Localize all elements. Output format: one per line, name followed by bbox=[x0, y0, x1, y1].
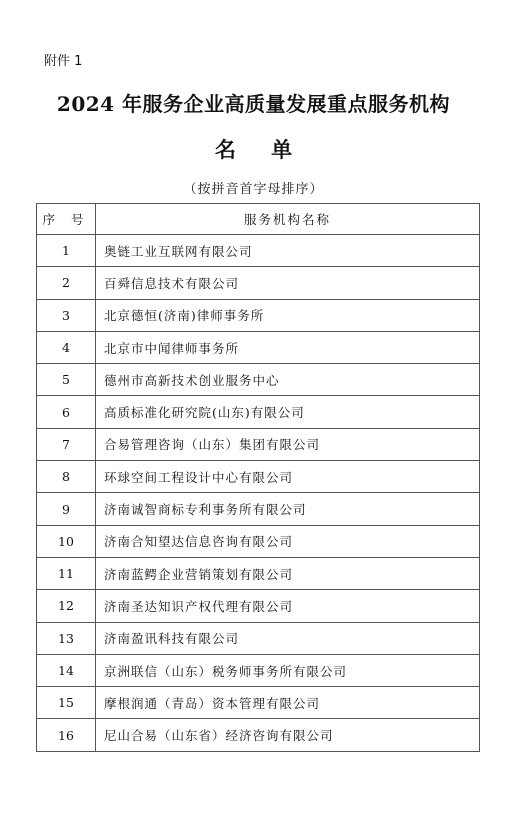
row-number: 10 bbox=[37, 525, 96, 557]
table-row bbox=[37, 461, 480, 493]
institution-name: 高质标准化研究院(山东)有限公司 bbox=[96, 396, 480, 428]
row-number: 9 bbox=[37, 493, 96, 525]
row-number: 14 bbox=[37, 654, 96, 686]
row-number: 12 bbox=[37, 590, 96, 622]
institution-name: 百舜信息技术有限公司 bbox=[96, 267, 480, 299]
table-row bbox=[37, 364, 480, 396]
institution-name: 合易管理咨询（山东）集团有限公司 bbox=[96, 428, 480, 460]
institution-table bbox=[36, 203, 480, 752]
document-subtitle: 名 单 bbox=[214, 137, 307, 162]
row-number: 2 bbox=[37, 267, 96, 299]
row-number: 11 bbox=[37, 557, 96, 589]
table-row bbox=[37, 525, 480, 557]
table-row bbox=[37, 493, 480, 525]
institution-name: 环球空间工程设计中心有限公司 bbox=[96, 461, 480, 493]
table-row bbox=[37, 590, 480, 622]
institution-name: 德州市高新技术创业服务中心 bbox=[96, 364, 480, 396]
sort-note: （按拼音首字母排序） bbox=[183, 182, 324, 197]
row-number: 6 bbox=[37, 396, 96, 428]
column-header-number: 序 号 bbox=[37, 204, 96, 235]
row-number: 7 bbox=[37, 428, 96, 460]
institution-name: 北京德恒(济南)律师事务所 bbox=[96, 299, 480, 331]
row-number: 4 bbox=[37, 331, 96, 363]
institution-name: 北京市中闻律师事务所 bbox=[96, 331, 480, 363]
document-title: 2024 年服务企业高质量发展重点服务机构 bbox=[56, 92, 451, 116]
row-number: 13 bbox=[37, 622, 96, 654]
column-header-name: 服务机构名称 bbox=[96, 204, 480, 235]
table-row bbox=[37, 557, 480, 589]
table-row bbox=[37, 267, 480, 299]
institution-name: 京洲联信（山东）税务师事务所有限公司 bbox=[96, 654, 480, 686]
row-number: 5 bbox=[37, 364, 96, 396]
table-row bbox=[37, 428, 480, 460]
table-row bbox=[37, 622, 480, 654]
table-header-row bbox=[37, 204, 480, 235]
institution-name: 摩根润通（青岛）资本管理有限公司 bbox=[96, 687, 480, 719]
institution-name: 济南圣达知识产权代理有限公司 bbox=[96, 590, 480, 622]
institution-name: 济南合知望达信息咨询有限公司 bbox=[96, 525, 480, 557]
institution-name: 尼山合易（山东省）经济咨询有限公司 bbox=[96, 719, 480, 751]
row-number: 15 bbox=[37, 687, 96, 719]
table-row bbox=[37, 299, 480, 331]
table-row bbox=[37, 396, 480, 428]
table-row bbox=[37, 687, 480, 719]
row-number: 1 bbox=[37, 235, 96, 267]
table-row bbox=[37, 331, 480, 363]
institution-name: 济南诚智商标专利事务所有限公司 bbox=[96, 493, 480, 525]
attachment-label: 附件 1 bbox=[44, 54, 83, 69]
table-row bbox=[37, 654, 480, 686]
row-number: 3 bbox=[37, 299, 96, 331]
row-number: 16 bbox=[37, 719, 96, 751]
table-row bbox=[37, 235, 480, 267]
institution-name: 奥链工业互联网有限公司 bbox=[96, 235, 480, 267]
table-row bbox=[37, 719, 480, 751]
institution-name: 济南盈讯科技有限公司 bbox=[96, 622, 480, 654]
row-number: 8 bbox=[37, 461, 96, 493]
institution-name: 济南蓝鳄企业营销策划有限公司 bbox=[96, 557, 480, 589]
table-body bbox=[37, 235, 480, 752]
